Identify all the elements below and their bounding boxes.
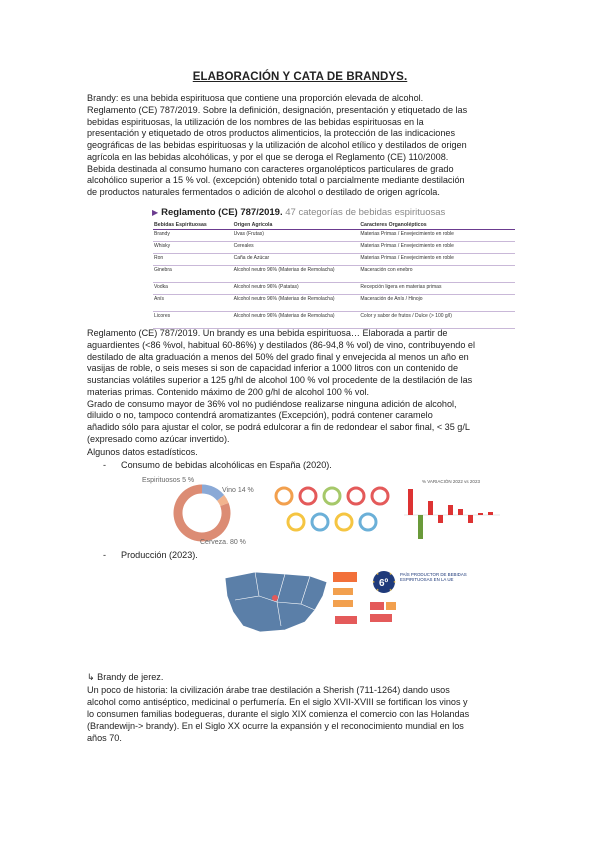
map-shape [225,572,327,632]
table-cell: Brandy [153,230,233,242]
page-title: ELABORACIÓN Y CATA DE BRANDYS. [192,71,408,83]
table-cell: Caña de Azúcar [233,254,360,266]
regulation-heading-light: 47 categorías de bebidas espirituosas [285,207,446,218]
table-cell: Alcohol neutro 96% (Materias de Remolacha) [233,295,360,312]
stat-box [333,572,357,582]
label-vino: Vino 14 % [222,487,254,494]
table-cell: Recepción ligera en materias primas [359,283,515,295]
stat-circle [336,514,352,530]
dash-marker: - [103,460,107,470]
stat-box [370,602,384,610]
svg-text:★: ★ [393,580,397,584]
stat-circle [348,488,364,504]
table-header: Bebidas Espirituosas [153,221,233,230]
stat-box [333,600,353,607]
history-line: alcohol como antiséptico, medicinal o perfumería. En el siglo XVII-XVIII se fortifican los vinos y [87,696,468,707]
table-row [153,295,515,312]
label-espirituosos: Espirituosos 5 % [142,477,195,484]
history-line: años 70. [87,732,122,743]
svg-text:★: ★ [389,588,393,592]
table-cell: Materias Primas / Envejecimiento en roble [359,230,515,242]
intro-line: de productos naturales fermentados o adición de alcohol o destilado de origen agrícola. [87,187,440,197]
jerez-heading: ↳ Brandy de jerez. [87,672,164,682]
table-cell: Alcohol neutro 96% (Materias de Remolacha) [233,312,360,329]
table-row [153,266,515,283]
donut-slice-espirituosos [221,498,225,505]
table-row [153,254,515,266]
variation-bar [408,489,413,515]
table-cell: Alcohol neutro 96% (Materias de Remolacha) [233,266,360,283]
table-cell: Anís [153,295,233,312]
stat-box [386,602,396,610]
stat-box [335,616,357,624]
regulation-heading-bold: Reglamento (CE) 787/2019. [161,207,283,218]
stats-intro: Algunos datos estadísticos. [87,447,198,457]
intro-line: agrícola en las bebidas alcohólicas, y por el que se deroga el Reglamento (CE) 110/2008. [87,151,449,162]
stat-circle [300,488,316,504]
variation-bar [418,515,423,539]
donut-slice-vino [202,489,221,498]
spain-production-map [215,566,365,640]
variation-bar [488,512,493,515]
label-cerveza: Cerveza. 80 % [200,539,246,546]
bullet-text: Producción (2023). [121,550,198,560]
variation-bar [458,509,463,515]
table-cell: Whisky [153,242,233,254]
infographic-circles [272,480,397,540]
mini-chart-title: % VARIACIÓN 2022 vs 2023 [422,479,480,484]
stat-circle [276,488,292,504]
history-line: lo consumen familias bodegueras, durante el siglo XIX comienza el comercio con las Holandas [87,708,470,719]
intro-line: Reglamento (CE) 787/2019. Sobre la definición, designación, presentación y etiquetado de las [87,104,468,115]
variation-bar-chart [400,475,505,545]
variation-bar [448,505,453,515]
table-header: Caracteres Organolépticos [359,221,515,230]
table-cell: Materias Primas / Envejecimiento en roble [359,242,515,254]
table-cell: Ginebra [153,266,233,283]
regulation-heading [152,207,445,218]
table-row [153,230,515,242]
reg-line: Reglamento (CE) 787/2019. Un brandy es una bebida espirituosa… Elaborada a partir de [87,328,448,338]
table-cell: Materias Primas / Envejecimiento en roble [359,254,515,266]
table-cell: Ron [153,254,233,266]
intro-line: geográficas de las bebidas espirituosas y la utilización de alcohol etílico y destilados de origen [87,140,467,150]
triangle-bullet-icon: ▶ [152,208,159,217]
reg-line: Grado de consumo mayor de 36% vol no pudiéndose realizarse ninguna adición de alcohol, [87,398,457,409]
svg-text:★: ★ [389,572,393,576]
donut-group [178,489,226,537]
production-caption: PAÍS PRODUCTOR DE BEBIDAS ESPIRITUOSAS EN LA UE [400,572,467,583]
bullet-text: Consumo de bebidas alcohólicas en España (2020). [121,460,332,470]
stat-circle [360,514,376,530]
reg-line: destilado de alta graduación a menos del 50% del grado final y envejecida al menos un año en [87,351,469,362]
table-row [153,312,515,329]
regulation-table [153,221,515,329]
history-line: (Brandewijn-> brandy). En el Siglo XX ocurre la expansión y el reconocimiento mundial en los [87,720,464,731]
table-cell: Cereales [233,242,360,254]
table-cell: Maceración de Anís / Hinojo [359,295,515,312]
intro-line: presentación y etiquetado de otros productos alimenticios, la protección de las indicaciones [87,128,456,139]
intro-line: bebidas espirituosas, la utilización de los nombres de las bebidas espirituosas en la [87,116,424,127]
history-line: Un poco de historia: la civilización árabe trae destilación a Sherish (711-1264) dando usos [87,685,450,695]
stat-circle [288,514,304,530]
intro-paragraph [87,93,517,199]
bullet-consumption [103,460,332,470]
reg-line: diluido o no, tampoco contendrá aromatizantes (Excepción), podrá contener caramelo [87,410,433,421]
regulation-paragraph [87,328,517,446]
reg-line: sustancias volátiles superior a 125 g/hl de alcohol 100 % vol procedente de la destilación de las [87,375,473,385]
intro-line: Bebida destinada al consumo humano con caracteres organolépticos particulares de grado [87,163,454,174]
stat-box [333,588,353,595]
intro-line: Brandy: es una bebida espirituosa que contiene una proporción elevada de alcohol. [87,93,424,103]
variation-bar [428,501,433,515]
intro-line: alcohólico superior a 15 % vol. (excepción) obtenido total o parcialmente mediante destilación [87,175,465,186]
variation-bar [478,513,483,515]
history-paragraph [87,685,517,745]
reg-line: vasijas de roble, o seis meses si son de capacidad inferior a 1000 litros con un contenido de [87,363,459,374]
table-cell: Licores [153,312,233,329]
svg-text:★: ★ [372,580,376,584]
table-header: Origen Agrícola [233,221,360,230]
stat-circle [312,514,328,530]
bullet-production [103,550,198,560]
table-row [153,242,515,254]
reg-line: (expresado como azúcar invertido). [87,433,230,444]
reg-line: aguardientes (<86 %vol, habitual 60-86%) y destilados (86-94,8 % vol) de vino, contribuyendo el [87,339,475,350]
variation-bar [438,515,443,523]
table-cell: Maceración con enebro [359,266,515,283]
table-cell: Alcohol neutro 96% (Patatas) [233,283,360,295]
dash-marker: - [103,550,107,560]
eu-production-badge [368,568,498,628]
table-row [153,283,515,295]
table-cell: Color y sabor de frutos / Dulce (> 100 g/l) [359,312,515,329]
consumption-donut-chart [140,473,270,547]
svg-text:★: ★ [376,572,380,576]
stat-circle [324,488,340,504]
stat-box [370,614,392,622]
table-cell: Uvas (Frutas) [233,230,360,242]
reg-line: añadido sólo para ajustar el color, se podrá edulcorar a fin de redondear el sabor final, < 35 g/L [87,422,470,432]
variation-bar [468,515,473,523]
stat-circle [372,488,388,504]
reg-line: materias primas. Contenido máximo de 200 g/hl de alcohol 100 % vol. [87,386,370,397]
table-cell: Vodka [153,283,233,295]
production-rank: 6º [379,578,389,589]
svg-text:★: ★ [376,588,380,592]
